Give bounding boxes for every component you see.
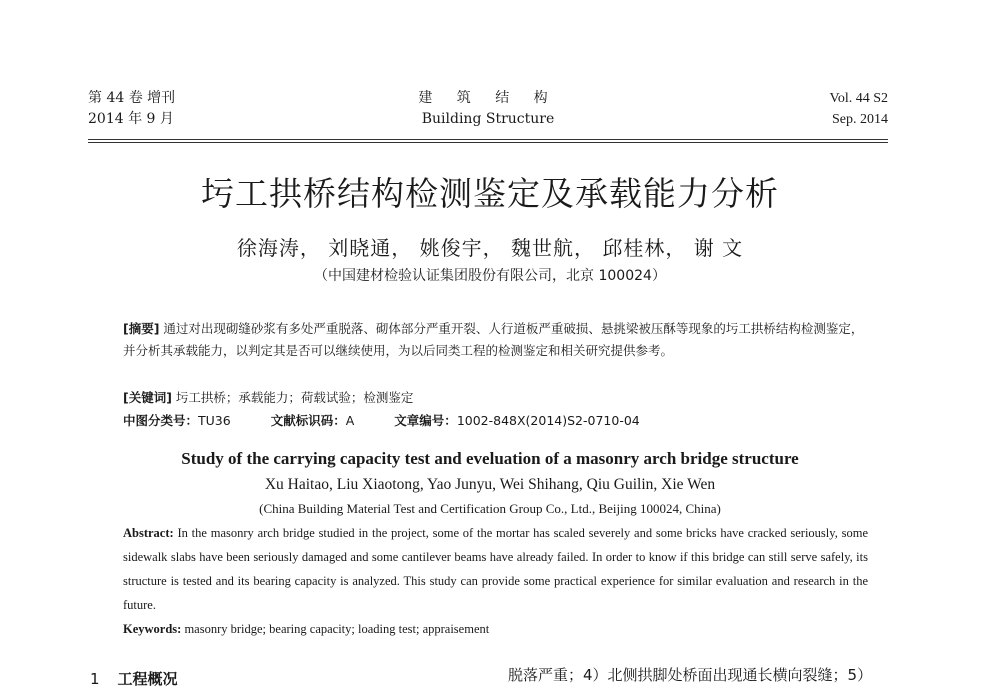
- author-list: 徐海涛， 刘晓通， 姚俊宇， 魏世航， 邱桂林， 谢 文: [236, 236, 744, 260]
- affiliation: （中国建材检验认证集团股份有限公司，北京 100024）: [314, 268, 666, 284]
- article-number-label: 文章编号：: [394, 413, 457, 428]
- volume-en: Vol. 44 S2: [829, 91, 888, 106]
- section-number: 1: [90, 670, 100, 688]
- clc-value: TU36: [198, 413, 231, 428]
- journal-header: [88, 88, 888, 132]
- english-keywords-label: Keywords:: [123, 622, 182, 636]
- english-affiliation: (China Building Material Test and Certification Group Co., Ltd., Beijing 100024, China): [259, 501, 721, 516]
- header-rule-bottom: [88, 142, 888, 143]
- volume-cn: 第 44 卷 增刊: [88, 90, 176, 106]
- english-abstract: [123, 521, 868, 617]
- abstract-cn: [123, 318, 868, 362]
- journal-name: [338, 88, 638, 130]
- section-heading: [90, 668, 178, 689]
- clc-label: 中图分类号：: [123, 413, 199, 428]
- english-title: Study of the carrying capacity test and eveluation of a masonry arch bridge structure: [181, 449, 799, 468]
- issue-info-en: [830, 88, 888, 130]
- journal-name-en: Building Structure: [421, 111, 555, 127]
- english-abstract-text: In the masonry arch bridge studied in the project, some of the mortar has scaled severely and some bricks have cracked seriously, some sidewalk slabs have been seriously damaged and some cantilever beams have already failed. In order to know if this bridge can still serve safely, its structure is tested and its bearing capacity is analyzed. This study can provide some practical experience for similar evaluation and research in the future.: [123, 526, 869, 612]
- english-abstract-label: Abstract:: [123, 526, 174, 540]
- header-rule-top: [88, 139, 888, 140]
- keywords-cn-label: [关键词]: [123, 390, 172, 405]
- abstract-cn-text: 通过对出现砌缝砂浆有多处严重脱落、砌体部分严重开裂、人行道板严重破损、悬挑梁被压酥等现象的圬工拱桥结构检测鉴定，并分析其承载能力，以判定其是否可以继续使用，为以后同类工程的检测鉴定和相关研究提供参考。: [123, 321, 864, 358]
- classification-line: [123, 411, 868, 431]
- keywords-cn-text: 圬工拱桥；承载能力；荷载试验；检测鉴定: [175, 390, 414, 405]
- doc-code-label: 文献标识码：: [270, 413, 346, 428]
- english-authors: Xu Haitao, Liu Xiaotong, Yao Junyu, Wei Shihang, Qiu Guilin, Xie Wen: [264, 476, 716, 493]
- paper-title: 圬工拱桥结构检测鉴定及承载能力分析: [201, 174, 779, 213]
- section-title: 工程概况: [117, 670, 178, 688]
- english-keywords: [123, 619, 868, 639]
- body-text-fragment: 脱落严重；4）北侧拱脚处桥面出现通长横向裂缝；5）: [508, 666, 873, 684]
- article-number-value: 1002-848X(2014)S2-0710-04: [456, 413, 640, 428]
- journal-name-cn: 建 筑 结 构: [418, 90, 558, 106]
- date-cn: 2014 年 9 月: [88, 111, 174, 127]
- issue-info: [88, 88, 175, 130]
- abstract-cn-label: [摘要]: [123, 321, 160, 336]
- english-keywords-text: masonry bridge; bearing capacity; loading test; appraisement: [184, 622, 490, 636]
- date-en: Sep. 2014: [832, 112, 888, 127]
- keywords-cn: [123, 388, 868, 408]
- doc-code-value: A: [345, 413, 355, 428]
